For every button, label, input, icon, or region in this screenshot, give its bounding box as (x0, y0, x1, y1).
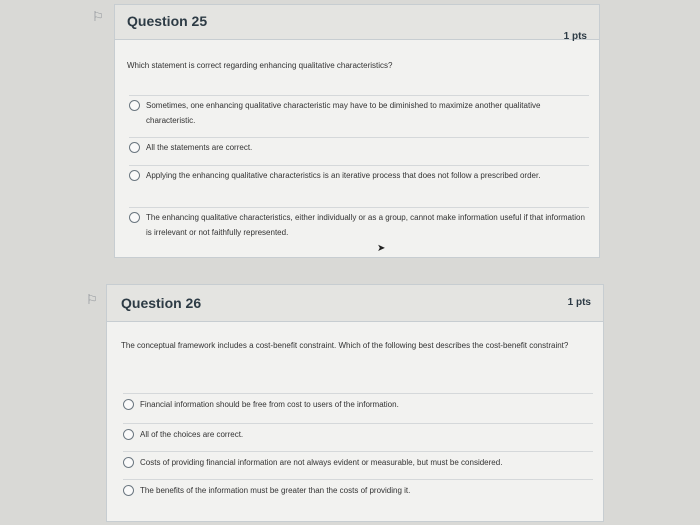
answer-label[interactable]: Costs of providing financial information are not always evident or measurable, but must be considered. (140, 458, 503, 467)
answer-label[interactable]: The enhancing qualitative characteristics, either individually or as a group, cannot make information useful if that information is irrelevant or not faithfully represented. (146, 213, 585, 237)
radio-button[interactable] (129, 212, 140, 223)
question-card-26 (106, 284, 604, 522)
question-header (107, 285, 603, 322)
radio-button[interactable] (129, 100, 140, 111)
question-title: Question 26 (121, 295, 202, 311)
flag-question-icon[interactable]: ⚐ (86, 292, 98, 307)
answer-label[interactable]: The benefits of the information must be greater than the costs of providing it. (140, 486, 411, 495)
question-prompt: Which statement is correct regarding enhancing qualitative characteristics? (127, 61, 393, 70)
question-header (115, 5, 599, 40)
answer-option[interactable] (123, 451, 593, 474)
answer-option[interactable] (129, 137, 589, 158)
answer-label[interactable]: All of the choices are correct. (140, 430, 244, 439)
answer-option[interactable] (123, 393, 593, 416)
answer-option[interactable] (123, 479, 593, 502)
question-points: 1 pts (567, 297, 591, 308)
question-prompt: The conceptual framework includes a cost-benefit constraint. Which of the following best describes the cost-benefit constraint? (121, 341, 569, 350)
question-card-25 (114, 4, 600, 258)
radio-button[interactable] (123, 429, 134, 440)
answer-option[interactable] (129, 165, 589, 202)
answer-label[interactable]: Financial information should be free from cost to users of the information. (140, 400, 399, 409)
answer-option[interactable] (129, 95, 589, 132)
flag-question-icon[interactable]: ⚐ (92, 9, 104, 24)
answer-label[interactable]: Applying the enhancing qualitative characteristics is an iterative process that does not follow a prescribed order. (146, 171, 541, 180)
radio-button[interactable] (129, 170, 140, 181)
radio-button[interactable] (123, 485, 134, 496)
radio-button[interactable] (123, 399, 134, 410)
answer-option[interactable] (123, 423, 593, 446)
answer-label[interactable]: Sometimes, one enhancing qualitative characteristic may have to be diminished to maximize another qualitative characteristic. (146, 101, 541, 125)
question-title: Question 25 (127, 13, 208, 29)
mouse-pointer-icon: ➤ (377, 243, 386, 254)
answer-label[interactable]: All the statements are correct. (146, 143, 253, 152)
question-points: 1 pts (563, 31, 587, 42)
answer-option[interactable] (129, 207, 589, 244)
radio-button[interactable] (123, 457, 134, 468)
radio-button[interactable] (129, 142, 140, 153)
